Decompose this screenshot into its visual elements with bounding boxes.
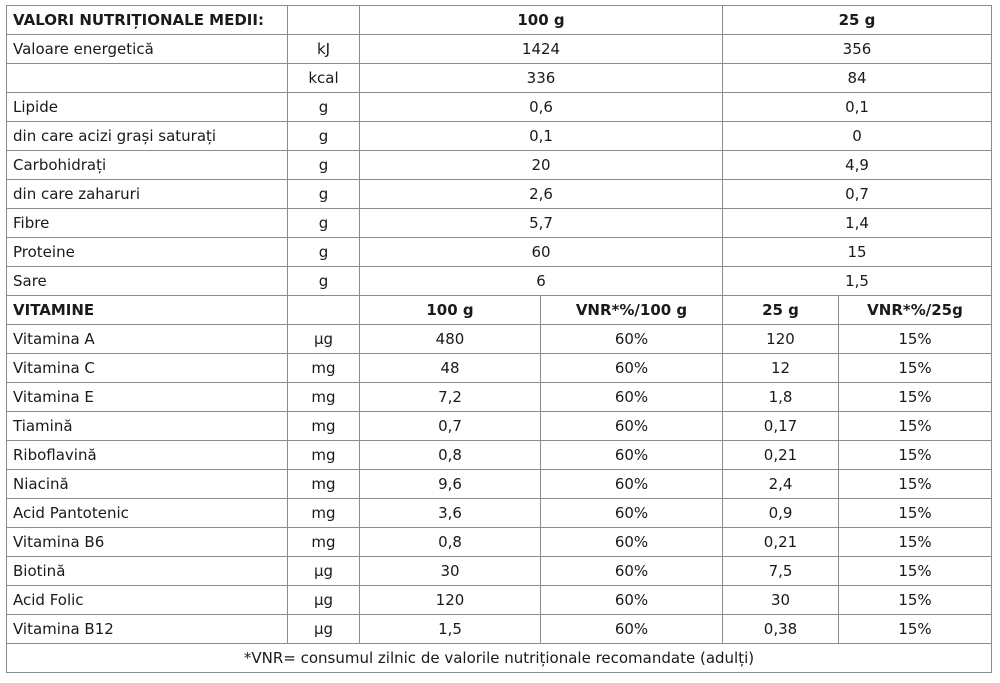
- nutrients-header-row: [7, 6, 992, 35]
- vitamin-row: [7, 383, 992, 412]
- vitamin-name: Vitamina E: [7, 383, 288, 412]
- nutrient-unit: g: [288, 93, 360, 122]
- footnote: *VNR= consumul zilnic de valorile nutriționale recomandate (adulți): [7, 644, 992, 673]
- nutrient-unit: g: [288, 238, 360, 267]
- vitamin-name: Riboflavină: [7, 441, 288, 470]
- vitamin-value-25g: 120: [723, 325, 839, 354]
- vitamin-vnr-25g: 15%: [839, 325, 992, 354]
- vitamin-value-100g: 480: [360, 325, 541, 354]
- vitamin-vnr-25g: 15%: [839, 586, 992, 615]
- nutrient-name: Fibre: [7, 209, 288, 238]
- vitamin-vnr-100g: 60%: [541, 615, 723, 644]
- vitamin-unit: µg: [288, 615, 360, 644]
- nutrient-unit: kJ: [288, 35, 360, 64]
- vitamin-value-100g: 9,6: [360, 470, 541, 499]
- nutrient-value-25g: 84: [723, 64, 992, 93]
- nutrient-value-100g: 0,1: [360, 122, 723, 151]
- vitamin-vnr-25g: 15%: [839, 354, 992, 383]
- vitamin-value-100g: 1,5: [360, 615, 541, 644]
- vitamins-header-row: [7, 296, 992, 325]
- nutrient-value-25g: 356: [723, 35, 992, 64]
- vitamin-value-100g: 30: [360, 557, 541, 586]
- vitamin-value-25g: 0,21: [723, 441, 839, 470]
- nutrient-unit: g: [288, 151, 360, 180]
- vitamin-unit: µg: [288, 325, 360, 354]
- nutrient-unit: g: [288, 180, 360, 209]
- nutrient-name: Valoare energetică: [7, 35, 288, 64]
- nutrient-value-25g: 0,1: [723, 93, 992, 122]
- nutrient-name: Lipide: [7, 93, 288, 122]
- vitamin-unit: mg: [288, 441, 360, 470]
- nutrient-name: din care zaharuri: [7, 180, 288, 209]
- vitamin-vnr-25g: 15%: [839, 470, 992, 499]
- vitamin-vnr-100g: 60%: [541, 528, 723, 557]
- vitamin-name: Vitamina B6: [7, 528, 288, 557]
- nutrient-value-25g: 0: [723, 122, 992, 151]
- nutrient-value-100g: 6: [360, 267, 723, 296]
- nutrient-row: [7, 64, 992, 93]
- vitamin-name: Vitamina B12: [7, 615, 288, 644]
- nutrient-value-100g: 0,6: [360, 93, 723, 122]
- nutrient-row: [7, 209, 992, 238]
- vitamin-vnr-25g: 15%: [839, 383, 992, 412]
- vitamin-value-100g: 3,6: [360, 499, 541, 528]
- nutrient-value-25g: 0,7: [723, 180, 992, 209]
- vitamin-name: Niacină: [7, 470, 288, 499]
- vitamins-col-25g-header: 25 g: [723, 296, 839, 325]
- vitamins-col-vnr25-header: VNR*%/25g: [839, 296, 992, 325]
- vitamin-vnr-25g: 15%: [839, 499, 992, 528]
- nutrient-unit: g: [288, 209, 360, 238]
- nutrient-name: Proteine: [7, 238, 288, 267]
- vitamin-unit: mg: [288, 412, 360, 441]
- vitamin-vnr-25g: 15%: [839, 615, 992, 644]
- vitamins-title: VITAMINE: [7, 296, 288, 325]
- vitamin-row: [7, 528, 992, 557]
- vitamins-col-vnr100-header: VNR*%/100 g: [541, 296, 723, 325]
- nutrient-value-25g: 1,5: [723, 267, 992, 296]
- vitamin-unit: mg: [288, 528, 360, 557]
- vitamin-unit: mg: [288, 470, 360, 499]
- vitamin-unit: mg: [288, 499, 360, 528]
- vitamin-row: [7, 615, 992, 644]
- nutrition-table: [6, 5, 992, 673]
- vitamin-vnr-100g: 60%: [541, 325, 723, 354]
- nutrient-value-25g: 4,9: [723, 151, 992, 180]
- vitamin-vnr-100g: 60%: [541, 499, 723, 528]
- unit-header: [288, 6, 360, 35]
- nutrients-title: VALORI NUTRIȚIONALE MEDII:: [7, 6, 288, 35]
- vitamin-vnr-25g: 15%: [839, 412, 992, 441]
- vitamin-vnr-100g: 60%: [541, 383, 723, 412]
- vitamin-value-100g: 0,8: [360, 528, 541, 557]
- nutrient-row: [7, 122, 992, 151]
- nutrient-row: [7, 267, 992, 296]
- nutrient-name: [7, 64, 288, 93]
- nutrient-value-100g: 20: [360, 151, 723, 180]
- col-25g-header: 25 g: [723, 6, 992, 35]
- vitamin-value-25g: 12: [723, 354, 839, 383]
- nutrient-value-100g: 2,6: [360, 180, 723, 209]
- vitamin-name: Vitamina A: [7, 325, 288, 354]
- vitamin-unit: µg: [288, 586, 360, 615]
- nutrient-name: Sare: [7, 267, 288, 296]
- footnote-row: [7, 644, 992, 673]
- nutrient-row: [7, 35, 992, 64]
- vitamin-vnr-25g: 15%: [839, 441, 992, 470]
- vitamin-value-25g: 7,5: [723, 557, 839, 586]
- vitamin-vnr-100g: 60%: [541, 354, 723, 383]
- vitamin-value-100g: 0,8: [360, 441, 541, 470]
- vitamin-row: [7, 412, 992, 441]
- vitamin-row: [7, 586, 992, 615]
- vitamin-value-25g: 2,4: [723, 470, 839, 499]
- col-100g-header: 100 g: [360, 6, 723, 35]
- nutrient-unit: g: [288, 122, 360, 151]
- nutrient-row: [7, 151, 992, 180]
- vitamin-row: [7, 470, 992, 499]
- vitamin-vnr-25g: 15%: [839, 557, 992, 586]
- vitamin-value-25g: 30: [723, 586, 839, 615]
- vitamin-value-100g: 0,7: [360, 412, 541, 441]
- nutrient-row: [7, 238, 992, 267]
- vitamin-vnr-100g: 60%: [541, 586, 723, 615]
- vitamin-name: Acid Pantotenic: [7, 499, 288, 528]
- nutrient-name: Carbohidrați: [7, 151, 288, 180]
- vitamin-row: [7, 557, 992, 586]
- vitamin-value-100g: 7,2: [360, 383, 541, 412]
- vitamin-name: Tiamină: [7, 412, 288, 441]
- vitamin-value-25g: 0,9: [723, 499, 839, 528]
- nutrient-unit: kcal: [288, 64, 360, 93]
- vitamins-unit-header: [288, 296, 360, 325]
- vitamin-value-100g: 48: [360, 354, 541, 383]
- vitamin-row: [7, 499, 992, 528]
- vitamin-value-25g: 0,17: [723, 412, 839, 441]
- vitamin-vnr-100g: 60%: [541, 441, 723, 470]
- nutrient-value-100g: 60: [360, 238, 723, 267]
- vitamin-value-25g: 1,8: [723, 383, 839, 412]
- vitamin-row: [7, 441, 992, 470]
- vitamin-unit: mg: [288, 383, 360, 412]
- vitamin-unit: µg: [288, 557, 360, 586]
- vitamin-name: Biotină: [7, 557, 288, 586]
- vitamin-vnr-25g: 15%: [839, 528, 992, 557]
- nutrient-name: din care acizi grași saturați: [7, 122, 288, 151]
- vitamin-value-25g: 0,38: [723, 615, 839, 644]
- vitamin-name: Vitamina C: [7, 354, 288, 383]
- vitamins-col-100g-header: 100 g: [360, 296, 541, 325]
- nutrient-value-25g: 15: [723, 238, 992, 267]
- vitamin-row: [7, 354, 992, 383]
- vitamin-row: [7, 325, 992, 354]
- vitamin-vnr-100g: 60%: [541, 470, 723, 499]
- vitamin-unit: mg: [288, 354, 360, 383]
- nutrient-row: [7, 180, 992, 209]
- nutrient-value-100g: 1424: [360, 35, 723, 64]
- vitamin-name: Acid Folic: [7, 586, 288, 615]
- nutrient-value-100g: 336: [360, 64, 723, 93]
- vitamin-vnr-100g: 60%: [541, 557, 723, 586]
- vitamin-value-25g: 0,21: [723, 528, 839, 557]
- vitamin-value-100g: 120: [360, 586, 541, 615]
- nutrient-row: [7, 93, 992, 122]
- nutrient-value-100g: 5,7: [360, 209, 723, 238]
- nutrient-unit: g: [288, 267, 360, 296]
- vitamin-vnr-100g: 60%: [541, 412, 723, 441]
- nutrient-value-25g: 1,4: [723, 209, 992, 238]
